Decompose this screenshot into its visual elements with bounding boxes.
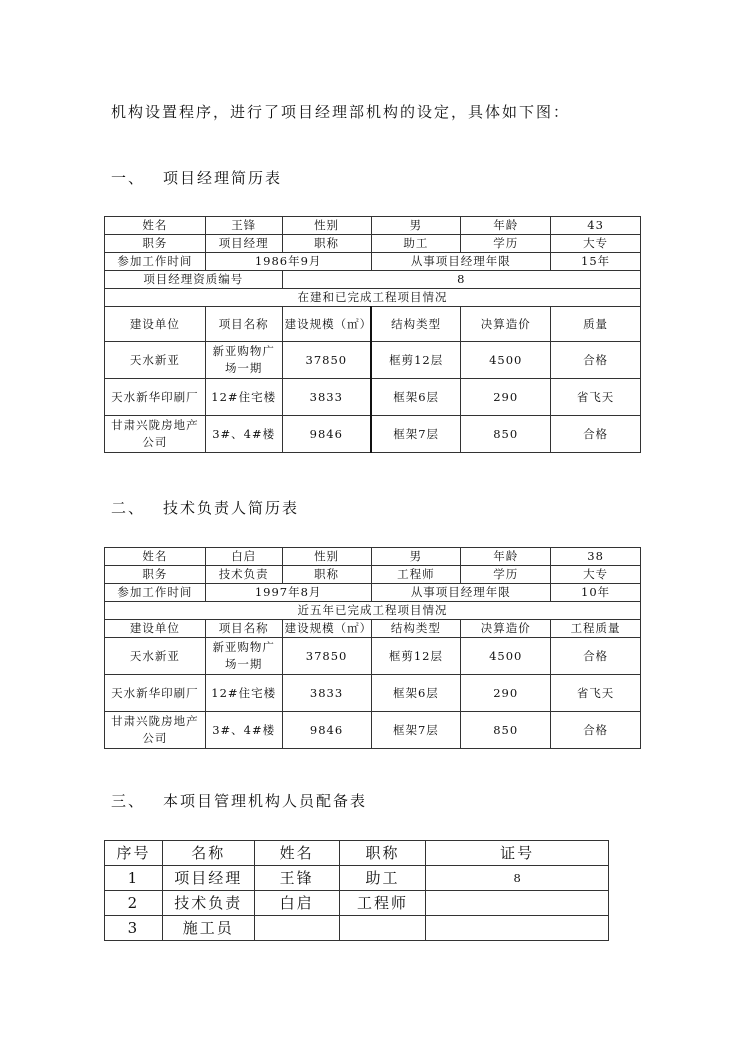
section-heading-2	[111, 497, 299, 518]
no-cell: 1	[105, 866, 163, 891]
cost-cell: 290	[461, 675, 551, 712]
title-label: 职称	[282, 235, 371, 253]
name-value: 王锋	[205, 217, 282, 235]
section-number: 二、	[111, 499, 146, 517]
title-label: 职称	[282, 566, 371, 584]
section-number: 一、	[111, 169, 146, 187]
edu-label: 学历	[461, 566, 551, 584]
section-heading-3	[111, 790, 367, 811]
project-name-cell: 3#、4#楼	[205, 416, 282, 453]
name-cell: 白启	[254, 891, 339, 916]
table-row	[105, 916, 609, 941]
start-label: 参加工作时间	[105, 584, 206, 602]
scale-cell: 3833	[282, 379, 371, 416]
edu-value: 大专	[551, 566, 641, 584]
edu-label: 学历	[461, 235, 551, 253]
col-cost: 决算造价	[461, 307, 551, 342]
table-row	[105, 866, 609, 891]
unit-cell: 天水新华印刷厂	[105, 379, 206, 416]
col-scale: 建设规模（㎡）	[282, 620, 371, 638]
section-heading-1	[111, 167, 282, 188]
col-name: 项目名称	[205, 307, 282, 342]
age-value: 43	[551, 217, 641, 235]
header-no: 序号	[105, 841, 163, 866]
age-value: 38	[551, 548, 641, 566]
no-cell: 3	[105, 916, 163, 941]
projects-caption: 在建和已完成工程项目情况	[105, 289, 641, 307]
table-row	[105, 891, 609, 916]
col-quality: 工程质量	[551, 620, 641, 638]
struct-cell: 框剪12层	[371, 342, 461, 379]
table-row	[105, 675, 641, 712]
cost-cell: 4500	[461, 638, 551, 675]
quality-cell: 合格	[551, 416, 641, 453]
role-cell: 项目经理	[162, 866, 254, 891]
unit-cell: 天水新亚	[105, 638, 206, 675]
cert-label: 项目经理资质编号	[105, 271, 283, 289]
gender-label: 性别	[282, 548, 371, 566]
struct-cell: 框架7层	[371, 416, 461, 453]
col-name: 项目名称	[205, 620, 282, 638]
project-manager-resume-table	[104, 216, 641, 453]
years-label: 从事项目经理年限	[371, 253, 551, 271]
years-value: 10年	[551, 584, 641, 602]
cert-cell	[426, 891, 609, 916]
role-cell: 技术负责	[162, 891, 254, 916]
name-cell: 王锋	[254, 866, 339, 891]
section-number: 三、	[111, 792, 146, 810]
title-cell: 助工	[339, 866, 426, 891]
section-title: 本项目管理机构人员配备表	[163, 792, 368, 810]
scale-cell: 9846	[282, 712, 371, 749]
table-row	[105, 379, 641, 416]
start-label: 参加工作时间	[105, 253, 206, 271]
cost-cell: 4500	[461, 342, 551, 379]
projects-caption: 近五年已完成工程项目情况	[105, 602, 641, 620]
table-row	[105, 712, 641, 749]
post-label: 职务	[105, 566, 206, 584]
no-cell: 2	[105, 891, 163, 916]
quality-cell: 合格	[551, 342, 641, 379]
table-row	[105, 416, 641, 453]
title-value: 助工	[371, 235, 461, 253]
years-value: 15年	[551, 253, 641, 271]
cost-cell: 850	[461, 712, 551, 749]
staffing-table	[104, 840, 609, 941]
cost-cell: 290	[461, 379, 551, 416]
section-title: 项目经理简历表	[163, 169, 283, 187]
col-struct: 结构类型	[371, 620, 461, 638]
gender-value: 男	[371, 548, 461, 566]
cost-cell: 850	[461, 416, 551, 453]
age-label: 年龄	[461, 217, 551, 235]
years-label: 从事项目经理年限	[371, 584, 551, 602]
header-title: 职称	[339, 841, 426, 866]
struct-cell: 框架7层	[371, 712, 461, 749]
unit-cell: 天水新亚	[105, 342, 206, 379]
name-value: 白启	[205, 548, 282, 566]
header-cert: 证号	[426, 841, 609, 866]
scale-cell: 37850	[282, 638, 371, 675]
scale-cell: 3833	[282, 675, 371, 712]
table-row	[105, 638, 641, 675]
table-row	[105, 342, 641, 379]
post-value: 技术负责	[205, 566, 282, 584]
edu-value: 大专	[551, 235, 641, 253]
gender-label: 性别	[282, 217, 371, 235]
scale-cell: 9846	[282, 416, 371, 453]
start-value: 1997年8月	[205, 584, 371, 602]
col-unit: 建设单位	[105, 307, 206, 342]
name-label: 姓名	[105, 217, 206, 235]
gender-value: 男	[371, 217, 461, 235]
col-quality: 质量	[551, 307, 641, 342]
intro-text: 机构设置程序，进行了项目经理部机构的设定，具体如下图：	[111, 103, 571, 121]
col-cost: 决算造价	[461, 620, 551, 638]
unit-cell: 甘肃兴陇房地产公司	[105, 712, 206, 749]
col-scale: 建设规模（㎡）	[282, 307, 371, 342]
start-value: 1986年9月	[205, 253, 371, 271]
role-cell: 施工员	[162, 916, 254, 941]
section-title: 技术负责人简历表	[163, 499, 300, 517]
struct-cell: 框剪12层	[371, 638, 461, 675]
project-name-cell: 12#住宅楼	[205, 379, 282, 416]
post-value: 项目经理	[205, 235, 282, 253]
col-struct: 结构类型	[371, 307, 461, 342]
age-label: 年龄	[461, 548, 551, 566]
unit-cell: 甘肃兴陇房地产公司	[105, 416, 206, 453]
project-name-cell: 新亚购物广场一期	[205, 342, 282, 379]
project-name-cell: 新亚购物广场一期	[205, 638, 282, 675]
scale-cell: 37850	[282, 342, 371, 379]
quality-cell: 合格	[551, 638, 641, 675]
cert-cell: 8	[426, 866, 609, 891]
quality-cell: 省飞天	[551, 379, 641, 416]
struct-cell: 框架6层	[371, 675, 461, 712]
header-role: 名称	[162, 841, 254, 866]
col-unit: 建设单位	[105, 620, 206, 638]
project-name-cell: 12#住宅楼	[205, 675, 282, 712]
unit-cell: 天水新华印刷厂	[105, 675, 206, 712]
quality-cell: 合格	[551, 712, 641, 749]
post-label: 职务	[105, 235, 206, 253]
technical-lead-resume-table	[104, 547, 641, 749]
struct-cell: 框架6层	[371, 379, 461, 416]
cert-cell	[426, 916, 609, 941]
quality-cell: 省飞天	[551, 675, 641, 712]
header-name: 姓名	[254, 841, 339, 866]
name-label: 姓名	[105, 548, 206, 566]
project-name-cell: 3#、4#楼	[205, 712, 282, 749]
title-value: 工程师	[371, 566, 461, 584]
cert-value: 8	[282, 271, 640, 289]
title-cell: 工程师	[339, 891, 426, 916]
title-cell	[339, 916, 426, 941]
name-cell	[254, 916, 339, 941]
